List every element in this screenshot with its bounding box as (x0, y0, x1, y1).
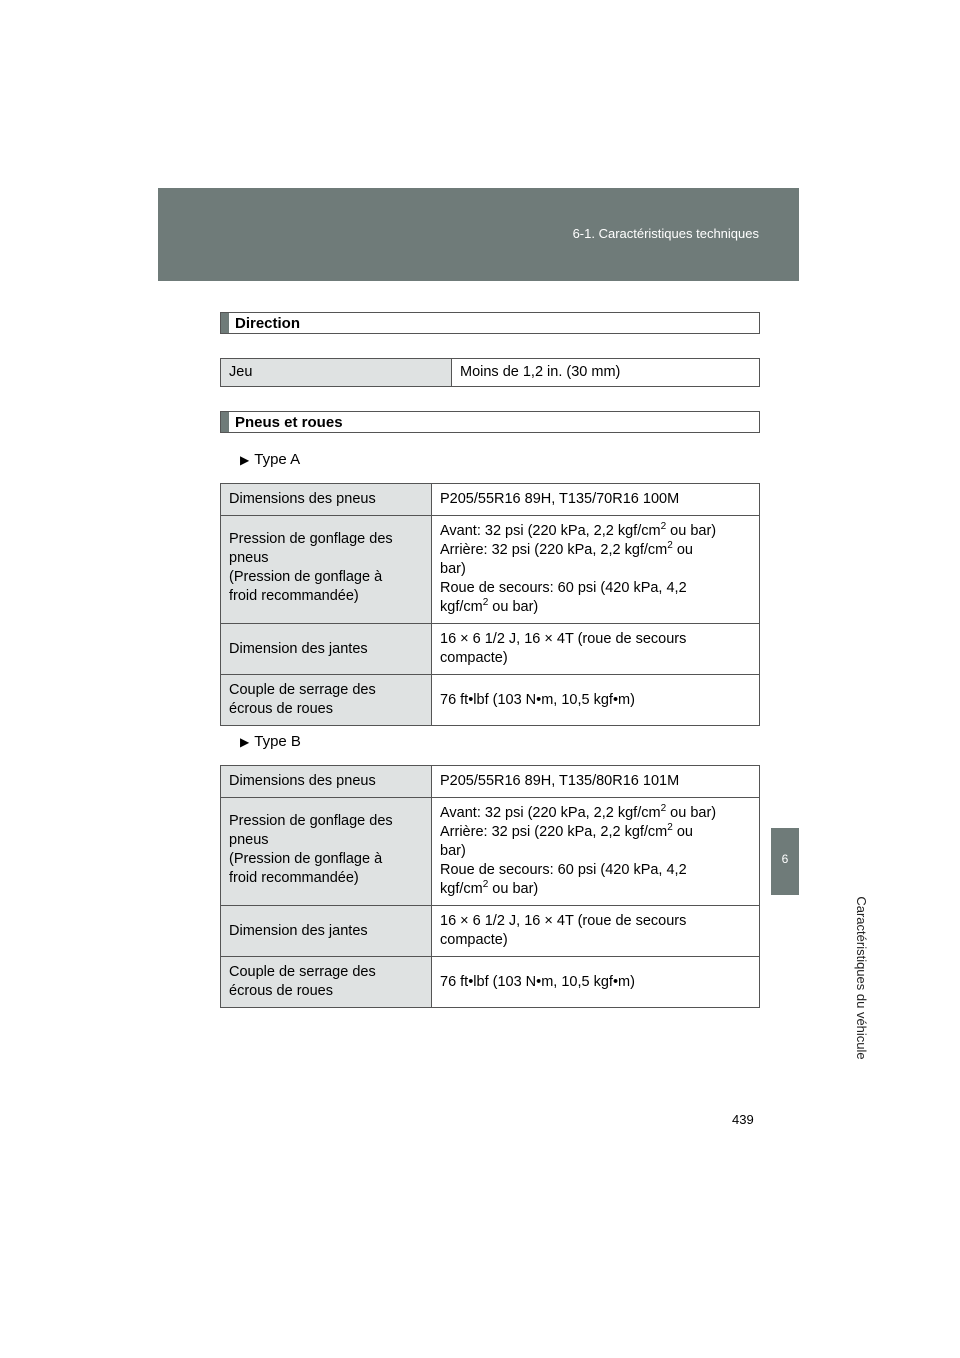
type-a-label (240, 451, 300, 468)
torque-label: Couple de serrage des écrous de roues (221, 675, 432, 726)
pressure-label: Pression de gonflage des pneus (Pression de gonflage à froid recommandée) (221, 798, 432, 906)
table-row (221, 624, 760, 675)
rim-label: Dimension des jantes (221, 906, 432, 957)
triangle-arrow-icon: ▶ (240, 453, 250, 467)
jeu-value: Moins de 1,2 in. (30 mm) (452, 359, 760, 387)
torque-value: 76 ft•lbf (103 N•m, 10,5 kgf•m) (432, 957, 760, 1008)
table-row (221, 675, 760, 726)
table-row (221, 766, 760, 798)
direction-table (220, 358, 760, 387)
jeu-label: Jeu (221, 359, 452, 387)
table-row (221, 798, 760, 906)
type-b-label (240, 733, 301, 750)
rim-value: 16 × 6 1/2 J, 16 × 4T (roue de secours compacte) (432, 624, 760, 675)
tire-size-value: P205/55R16 89H, T135/70R16 100M (432, 484, 760, 516)
chapter-number: 6 (781, 852, 789, 866)
tire-size-label: Dimensions des pneus (221, 484, 432, 516)
table-row (221, 957, 760, 1008)
type-b-table (220, 765, 760, 1008)
direction-heading-text: Direction (235, 315, 301, 332)
tire-size-label: Dimensions des pneus (221, 766, 432, 798)
table-row (221, 906, 760, 957)
tire-size-value: P205/55R16 89H, T135/80R16 101M (432, 766, 760, 798)
tires-heading-text: Pneus et roues (235, 414, 343, 431)
chapter-title: 6-1. Caractéristiques techniques (572, 226, 759, 241)
type-a-table (220, 483, 760, 726)
pressure-value: Avant: 32 psi (220 kPa, 2,2 kgf/$cm^2$ ou bar) Arrière: 32 psi (220 kPa, 2,2 kgf/$cm^2$ ou bar) Roue de secours: 60 psi (420 kPa, 4,2 kgf/$cm^2$ ou bar) (432, 798, 760, 906)
type-b-text: Type B (254, 733, 301, 750)
rim-value: 16 × 6 1/2 J, 16 × 4T (roue de secours compacte) (432, 906, 760, 957)
rim-label: Dimension des jantes (221, 624, 432, 675)
direction-heading (220, 312, 760, 334)
triangle-arrow-icon: ▶ (240, 735, 250, 749)
torque-value: 76 ft•lbf (103 N•m, 10,5 kgf•m) (432, 675, 760, 726)
type-a-text: Type A (254, 451, 301, 468)
table-row (221, 516, 760, 624)
page-number: 439 (732, 1112, 754, 1127)
tires-heading (220, 411, 760, 433)
chapter-side-label: Caractéristiques du véhicule (854, 896, 869, 1060)
chapter-tab (771, 828, 799, 895)
table-row (221, 484, 760, 516)
pressure-label: Pression de gonflage des pneus (Pression de gonflage à froid recommandée) (221, 516, 432, 624)
table-row (221, 359, 760, 387)
heading-bar (221, 412, 229, 432)
torque-label: Couple de serrage des écrous de roues (221, 957, 432, 1008)
chapter-header (158, 188, 799, 281)
pressure-value: Avant: 32 psi (220 kPa, 2,2 kgf/$cm^2$ ou bar) Arrière: 32 psi (220 kPa, 2,2 kgf/$cm^2$ ou bar) Roue de secours: 60 psi (420 kPa, 4,2 kgf/$cm^2$ ou bar) (432, 516, 760, 624)
heading-bar (221, 313, 229, 333)
